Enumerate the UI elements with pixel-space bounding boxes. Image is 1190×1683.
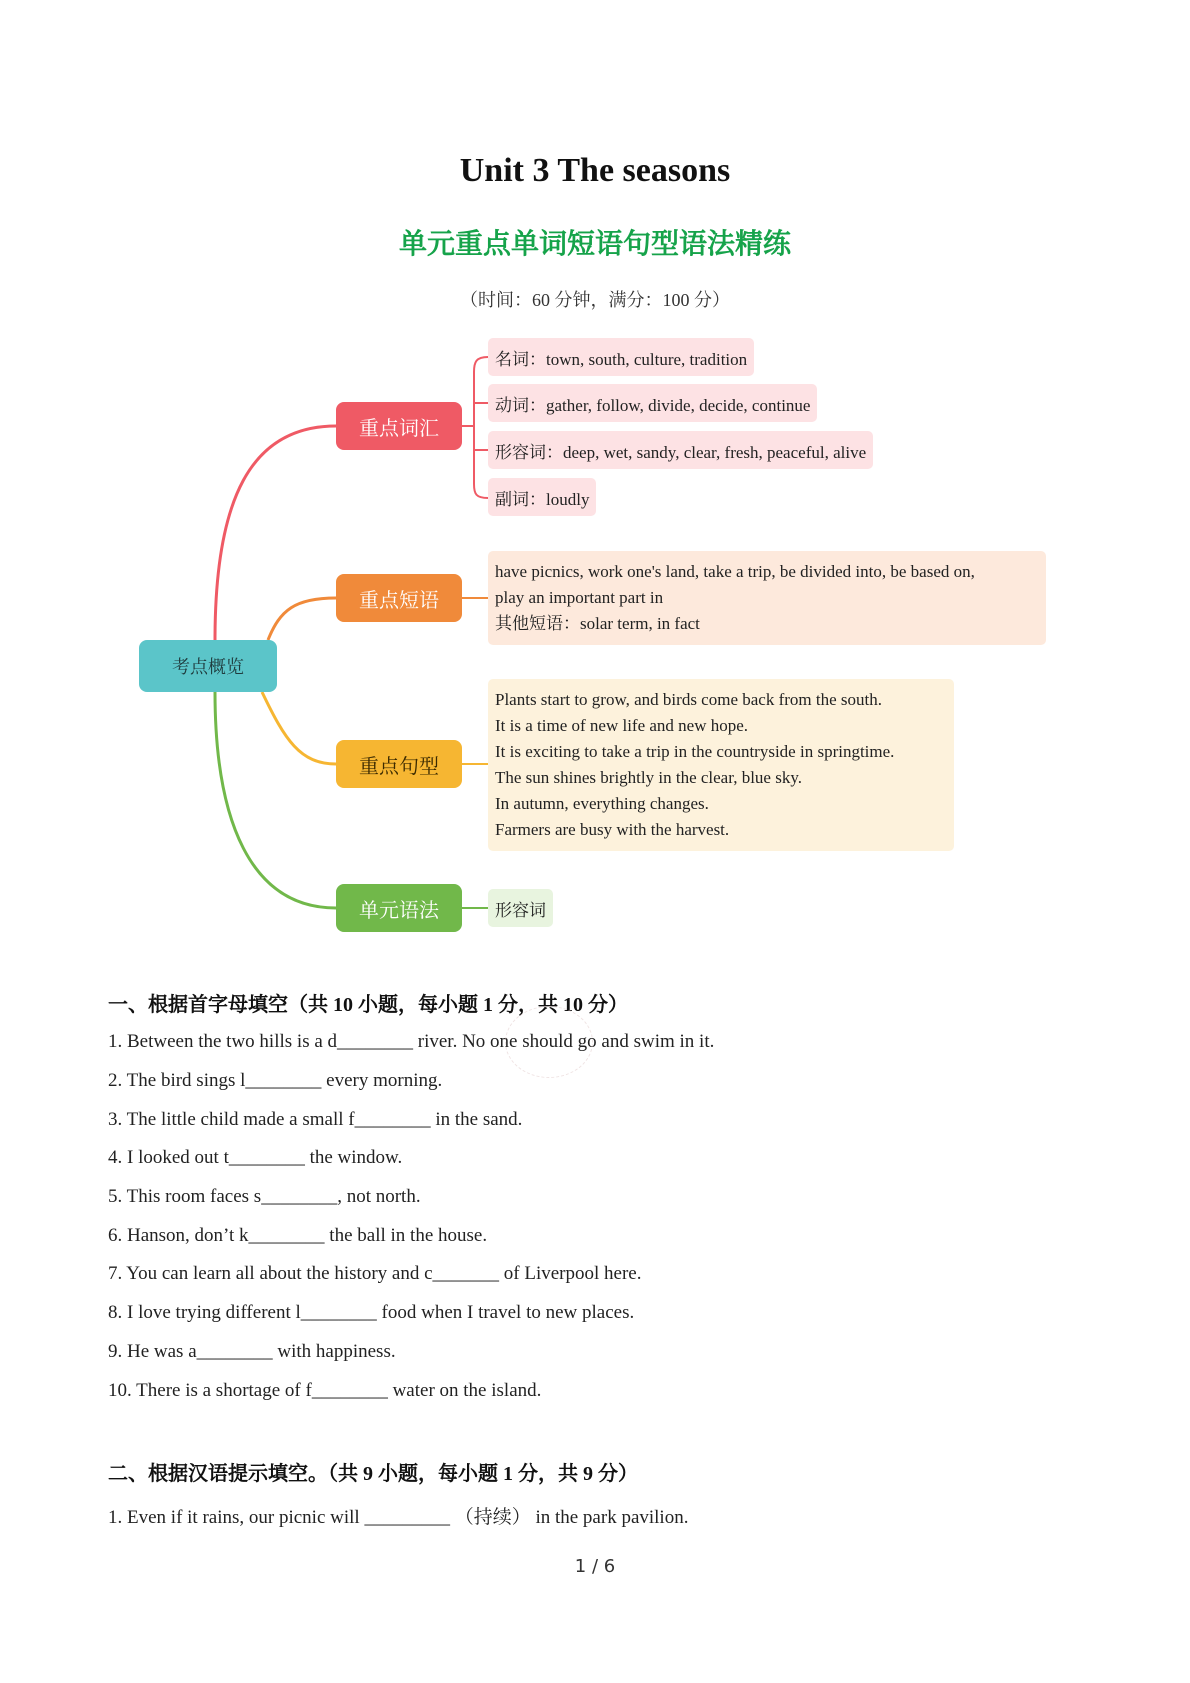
question-item: 4. I looked out t________ the window. <box>108 1147 403 1168</box>
branch-vocab: 重点词汇 <box>336 402 462 450</box>
connector-vocab <box>215 426 336 640</box>
phrases-box <box>488 551 1046 645</box>
question-item: 2. The bird sings l________ every morning. <box>108 1070 443 1091</box>
vocab-nouns: 名词：town, south, culture, tradition <box>488 338 754 376</box>
connector-grammar <box>215 692 336 908</box>
branch-grammar: 单元语法 <box>336 884 462 932</box>
question-item: 6. Hanson, don’t k________ the ball in the house. <box>108 1225 488 1246</box>
question-item: 7. You can learn all about the history and c_______ of Liverpool here. <box>108 1263 642 1284</box>
question-item: 10. There is a shortage of f________ water on the island. <box>108 1380 542 1401</box>
connector-phrases <box>268 598 336 640</box>
phrase-line: 其他短语：solar term, in fact <box>495 614 700 633</box>
page-number: 1 / 6 <box>574 1556 616 1577</box>
section2-heading: 二、根据汉语提示填空。（共 9 小题，每小题 1 分，共 9 分） <box>108 1463 638 1485</box>
sentence-line: It is a time of new life and new hope. <box>495 716 749 735</box>
time-info: （时间：60 分钟，满分：100 分） <box>460 290 730 310</box>
question-item: 9. He was a________ with happiness. <box>108 1341 396 1362</box>
sentences-box <box>488 679 954 851</box>
vocab-adverbs: 副词：loudly <box>488 478 596 516</box>
question-item: 1. Between the two hills is a d________ river. No one should go and swim in it. <box>108 1031 715 1052</box>
sentence-line: Plants start to grow, and birds come back from the south. <box>495 690 882 709</box>
phrase-line: play an important part in <box>495 588 664 607</box>
watermark-stamp <box>505 1006 593 1078</box>
phrase-line: have picnics, work one's land, take a trip, be divided into, be based on, <box>495 562 975 581</box>
connector-vocab-bracket <box>462 357 488 498</box>
vocab-adjectives: 形容词：deep, wet, sandy, clear, fresh, peaceful, alive <box>488 431 873 469</box>
mindmap-root: 考点概览 <box>139 640 277 692</box>
sentence-line: The sun shines brightly in the clear, blue sky. <box>495 768 802 787</box>
section1-heading: 一、根据首字母填空（共 10 小题，每小题 1 分，共 10 分） <box>108 994 628 1016</box>
grammar-item: 形容词 <box>488 889 553 927</box>
connector-sentences <box>262 692 336 764</box>
sentence-line: In autumn, everything changes. <box>495 794 709 813</box>
sentence-line: It is exciting to take a trip in the countryside in springtime. <box>495 742 895 761</box>
question-item: 8. I love trying different l________ food when I travel to new places. <box>108 1302 635 1323</box>
sentence-line: Farmers are busy with the harvest. <box>495 820 730 839</box>
page-subtitle: 单元重点单词短语句型语法精练 <box>398 229 791 260</box>
vocab-verbs: 动词：gather, follow, divide, decide, continue <box>488 384 817 422</box>
question-item: 1. Even if it rains, our picnic will _________ （持续） in the park pavilion. <box>108 1507 689 1528</box>
page-title: Unit 3 The seasons <box>459 152 731 189</box>
question-item: 3. The little child made a small f________ in the sand. <box>108 1109 523 1130</box>
question-item: 5. This room faces s________, not north. <box>108 1186 421 1207</box>
branch-sentences: 重点句型 <box>336 740 462 788</box>
branch-phrases: 重点短语 <box>336 574 462 622</box>
